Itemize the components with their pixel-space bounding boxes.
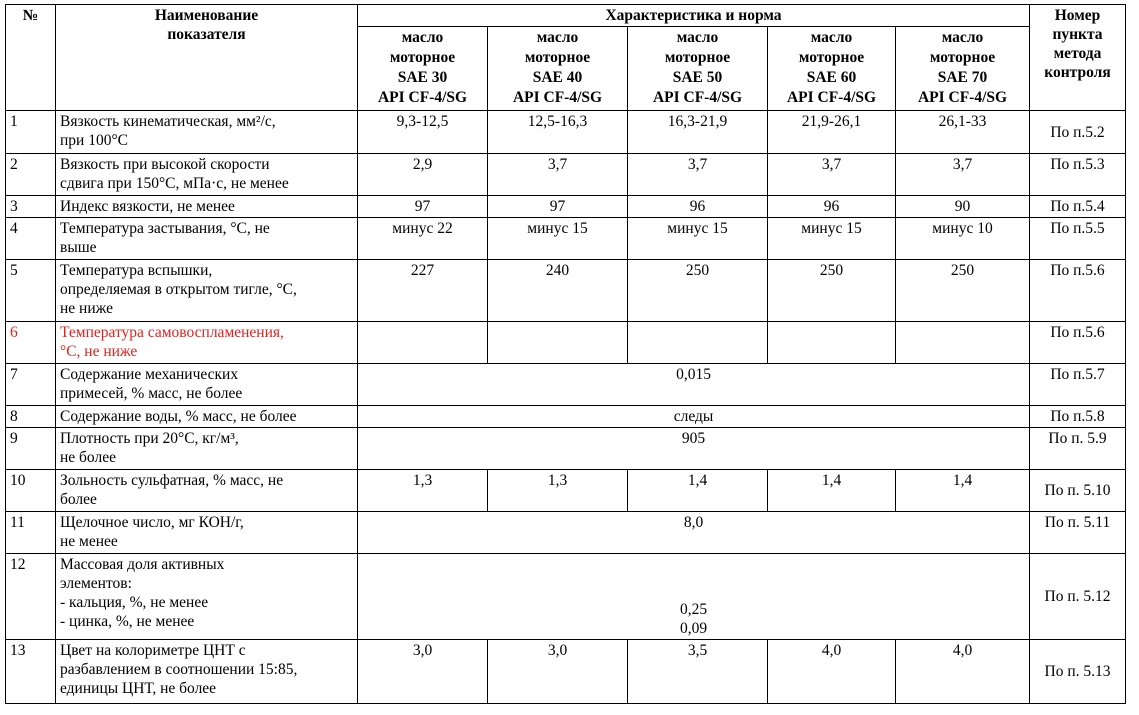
indicator-name-line: Плотность при 20°С, кг/м³, (60, 430, 239, 447)
row-number: 7 (6, 364, 56, 406)
row-number: 6 (6, 322, 56, 364)
grade-header-sae40 (488, 27, 628, 111)
grade-line: API CF-4/SG (512, 89, 603, 106)
method-reference: По п.5.3 (1030, 154, 1126, 196)
norm-value-cell: 1,3 (488, 470, 628, 512)
norm-value-cell: 96 (628, 196, 768, 218)
grade-line: API CF-4/SG (377, 89, 468, 106)
row-number: 10 (6, 470, 56, 512)
row-number: 3 (6, 196, 56, 218)
norm-value-line: 0,09 (679, 620, 708, 637)
norm-value-cell: минус 15 (488, 218, 628, 260)
norm-value-cell: 3,7 (768, 154, 896, 196)
norm-value-merged: 8,0 (358, 512, 1030, 554)
norm-value-cell: 1,4 (896, 470, 1030, 512)
indicator-name-line: Вязкость кинематическая, мм²/с, (60, 113, 276, 130)
grade-line: моторное (389, 49, 456, 66)
indicator-name (56, 406, 358, 428)
norm-value-cell: 3,7 (896, 154, 1030, 196)
indicator-name-line: °С, не ниже (60, 343, 138, 360)
norm-value-cell: 26,1-33 (896, 111, 1030, 154)
grade-header-sae30 (358, 27, 488, 111)
indicator-name (56, 154, 358, 196)
norm-value-cell: 250 (896, 260, 1030, 322)
grade-line: API CF-4/SG (786, 89, 877, 106)
spec-table-body (6, 111, 1126, 704)
indicator-name-line: Массовая доля активных (60, 556, 225, 573)
indicator-name-line: не более (60, 449, 116, 466)
norm-value-merged: 0,015 (358, 364, 1030, 406)
indicator-name-line: Индекс вязкости, не менее (60, 198, 235, 215)
norm-value-cell: минус 22 (358, 218, 488, 260)
norm-value-cell: 3,7 (628, 154, 768, 196)
grade-line: SAE 60 (806, 69, 857, 86)
grade-line: API CF-4/SG (652, 89, 743, 106)
method-reference: По п.5.5 (1030, 218, 1126, 260)
norm-value-cell: 12,5-16,3 (488, 111, 628, 154)
indicator-name (56, 364, 358, 406)
norm-value-merged: следы (358, 406, 1030, 428)
indicator-name-line: Зольность сульфатная, % масс, не (60, 472, 284, 489)
indicator-name-line: Щелочное число, мг КОН/г, (60, 514, 244, 531)
header-method-line: контроля (1044, 64, 1111, 81)
indicator-name-line: - цинка, %, не менее (60, 613, 195, 630)
indicator-name (56, 554, 358, 640)
table-row (6, 364, 1126, 406)
grade-header-sae70 (896, 27, 1030, 111)
table-row (6, 260, 1126, 322)
norm-value-cell: 240 (488, 260, 628, 322)
indicator-name-line: Температура самовоспламенения, (60, 324, 284, 341)
indicator-name (56, 640, 358, 704)
grade-line: моторное (929, 49, 996, 66)
method-reference: По п. 5.9 (1030, 428, 1126, 470)
indicator-name (56, 428, 358, 470)
row-number: 8 (6, 406, 56, 428)
norm-value-cell: 90 (896, 196, 1030, 218)
table-row (6, 554, 1126, 640)
row-number: 1 (6, 111, 56, 154)
norm-value-cell: 3,0 (488, 640, 628, 704)
indicator-name (56, 218, 358, 260)
method-reference: По п.5.6 (1030, 322, 1126, 364)
table-row (6, 218, 1126, 260)
indicator-name-line: Температура вспышки, (60, 262, 213, 279)
norm-value-cell: 16,3-21,9 (628, 111, 768, 154)
indicator-name (56, 470, 358, 512)
indicator-name-line: Цвет на колориметре ЦНТ с (60, 642, 246, 659)
norm-value-cell: 1,4 (628, 470, 768, 512)
method-reference: По п. 5.13 (1030, 640, 1126, 704)
norm-value-cell: 4,0 (896, 640, 1030, 704)
grade-line: моторное (664, 49, 731, 66)
grade-line: масло (810, 29, 853, 46)
header-name-line: Наименование (154, 7, 259, 24)
header-indicator-name (56, 5, 358, 111)
indicator-name-line: - кальция, %, не менее (60, 594, 209, 611)
indicator-name-line: сдвига при 150°С, мПа·с, не менее (60, 175, 289, 192)
table-row (6, 470, 1126, 512)
norm-value-cell: 97 (358, 196, 488, 218)
row-number: 2 (6, 154, 56, 196)
indicator-name-line: выше (60, 239, 97, 256)
row-number: 5 (6, 260, 56, 322)
table-row (6, 196, 1126, 218)
norm-value-cell: 2,9 (358, 154, 488, 196)
row-number: 9 (6, 428, 56, 470)
norm-value-cell: 250 (768, 260, 896, 322)
indicator-name (56, 322, 358, 364)
grade-line: масло (941, 29, 984, 46)
indicator-name-line: примесей, % масс, не более (60, 385, 243, 402)
norm-value-cell: 3,0 (358, 640, 488, 704)
norm-value-cell: минус 15 (768, 218, 896, 260)
grade-line: API CF-4/SG (917, 89, 1008, 106)
norm-value-merged: 905 (358, 428, 1030, 470)
header-method-line: пункта (1052, 26, 1103, 43)
row-number: 12 (6, 554, 56, 640)
norm-value-cell: 227 (358, 260, 488, 322)
method-reference: По п. 5.11 (1030, 512, 1126, 554)
norm-value-cell (896, 322, 1030, 364)
header-method-line: метода (1053, 45, 1102, 62)
table-row (6, 512, 1126, 554)
row-number: 11 (6, 512, 56, 554)
header-characteristics: Характеристика и норма (358, 5, 1030, 27)
method-reference: По п. 5.12 (1030, 554, 1126, 640)
norm-value-cell: минус 10 (896, 218, 1030, 260)
norm-value-cell: 96 (768, 196, 896, 218)
grade-line: SAE 50 (672, 69, 723, 86)
norm-value-cell (488, 322, 628, 364)
norm-value-cell: 250 (628, 260, 768, 322)
norm-value-cell (628, 322, 768, 364)
indicator-name-line: Содержание воды, % масс, не более (60, 408, 297, 425)
spec-table (5, 4, 1126, 704)
norm-value-cell: 3,7 (488, 154, 628, 196)
indicator-name (56, 196, 358, 218)
header-number: № (6, 5, 56, 111)
method-reference: По п.5.2 (1030, 111, 1126, 154)
method-reference: По п.5.4 (1030, 196, 1126, 218)
indicator-name-line: элементов: (60, 575, 132, 592)
grade-header-sae50 (628, 27, 768, 111)
indicator-name (56, 111, 358, 154)
grade-line: моторное (524, 49, 591, 66)
table-row (6, 640, 1126, 704)
norm-value-cell: 9,3-12,5 (358, 111, 488, 154)
norm-value-line: 0,25 (679, 601, 708, 618)
table-row (6, 428, 1126, 470)
grade-line: моторное (798, 49, 865, 66)
indicator-name-line: Температура застывания, °С, не (60, 220, 270, 237)
indicator-name-line: не ниже (60, 300, 114, 317)
norm-value-cell: 4,0 (768, 640, 896, 704)
indicator-name (56, 512, 358, 554)
grade-line: масло (676, 29, 719, 46)
method-reference: По п.5.6 (1030, 260, 1126, 322)
indicator-name-line: разбавлением в соотношении 15:85, (60, 661, 298, 678)
norm-value-cell (358, 322, 488, 364)
norm-value-cell (768, 322, 896, 364)
method-reference: По п. 5.10 (1030, 470, 1126, 512)
grade-line: масло (536, 29, 579, 46)
indicator-name-line: Содержание механических (60, 366, 239, 383)
norm-value-cell: 1,3 (358, 470, 488, 512)
indicator-name-line: более (60, 491, 97, 508)
table-row (6, 111, 1126, 154)
norm-value-cell: 1,4 (768, 470, 896, 512)
row-number: 4 (6, 218, 56, 260)
norm-value-cell: минус 15 (628, 218, 768, 260)
row-number: 13 (6, 640, 56, 704)
norm-value-cell: 21,9-26,1 (768, 111, 896, 154)
grade-line: масло (401, 29, 444, 46)
indicator-name-line: единицы ЦНТ, не более (60, 680, 217, 697)
method-reference: По п.5.7 (1030, 364, 1126, 406)
method-reference: По п.5.8 (1030, 406, 1126, 428)
table-row (6, 322, 1126, 364)
indicator-name-line: не менее (60, 533, 118, 550)
indicator-name-line: определяемая в открытом тигле, °С, (60, 281, 297, 298)
grade-line: SAE 40 (532, 69, 583, 86)
indicator-name-line: Вязкость при высокой скорости (60, 156, 270, 173)
norm-value-cell: 97 (488, 196, 628, 218)
grade-header-sae60 (768, 27, 896, 111)
header-method (1030, 5, 1126, 111)
norm-value-cell: 3,5 (628, 640, 768, 704)
header-name-line: показателя (167, 26, 246, 43)
table-row (6, 406, 1126, 428)
grade-line: SAE 30 (397, 69, 448, 86)
header-method-line: Номер (1054, 7, 1101, 24)
table-row (6, 154, 1126, 196)
indicator-name-line: при 100°С (60, 132, 129, 149)
grade-line: SAE 70 (937, 69, 988, 86)
norm-value-merged (358, 554, 1030, 640)
indicator-name (56, 260, 358, 322)
